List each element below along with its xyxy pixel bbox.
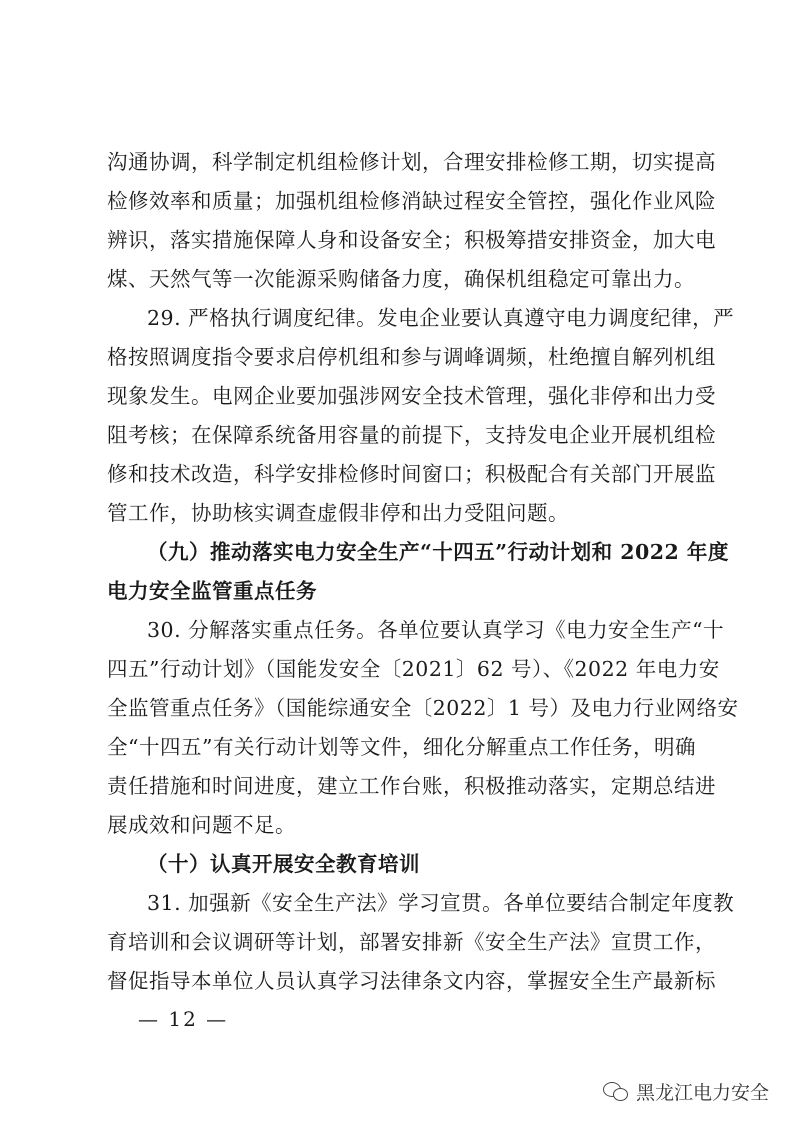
wechat-icon xyxy=(603,1080,629,1102)
text-line: 30. 分解落实重点任务。各单位要认真学习《电力安全生产“十 xyxy=(147,618,725,642)
text-line: 管工作，协助核实调查虚假非停和出力受阻问题。 xyxy=(107,501,569,525)
text-line: 沟通协调，科学制定机组检修计划，合理安排检修工期，切实提高 xyxy=(107,150,716,174)
page-number: — 12 — xyxy=(138,1007,229,1031)
text-line: 31. 加强新《安全生产法》学习宣贯。各单位要结合制定年度教 xyxy=(147,891,735,915)
text-line: 督促指导本单位人员认真学习法律条文内容，掌握安全生产最新标 xyxy=(107,969,716,993)
watermark xyxy=(603,1076,769,1106)
text-line: 29. 严格执行调度纪律。发电企业要认真遵守电力调度纪律，严 xyxy=(147,306,735,330)
section-heading: 电力安全监管重点任务 xyxy=(107,579,317,603)
text-line: 煤、天然气等一次能源采购储备力度，确保机组稳定可靠出力。 xyxy=(107,267,695,291)
section-heading: （十）认真开展安全教育培训 xyxy=(147,852,420,876)
text-line: 四五”行动计划》（国能发安全〔2021〕62 号）、《2022 年电力安 xyxy=(107,657,720,681)
text-line: 责任措施和时间进度，建立工作台账，积极推动落实，定期总结进 xyxy=(107,774,716,798)
text-line: 全“十四五”有关行动计划等文件，细化分解重点工作任务，明确 xyxy=(107,735,696,759)
watermark-text: 黑龙江电力安全 xyxy=(636,1081,770,1104)
text-line: 格按照调度指令要求启停机组和参与调峰调频，杜绝擅自解列机组 xyxy=(107,345,716,369)
text-line: 育培训和会议调研等计划，部署安排新《安全生产法》宣贯工作， xyxy=(107,930,716,954)
text-line: 辨识，落实措施保障人身和设备安全；积极筹措安排资金，加大电 xyxy=(107,228,716,252)
text-line: 修和技术改造，科学安排检修时间窗口；积极配合有关部门开展监 xyxy=(107,462,716,486)
text-line: 全监管重点任务》（国能综通安全〔2022〕1 号）及电力行业网络安 xyxy=(107,696,739,720)
section-heading: （九）推动落实电力安全生产“十四五”行动计划和 2022 年度 xyxy=(147,540,729,564)
text-line: 阻考核；在保障系统备用容量的前提下，支持发电企业开展机组检 xyxy=(107,423,716,447)
text-line: 展成效和问题不足。 xyxy=(107,813,296,837)
text-line: 检修效率和质量；加强机组检修消缺过程安全管控，强化作业风险 xyxy=(107,189,716,213)
text-line: 现象发生。电网企业要加强涉网安全技术管理，强化非停和出力受 xyxy=(107,384,716,408)
